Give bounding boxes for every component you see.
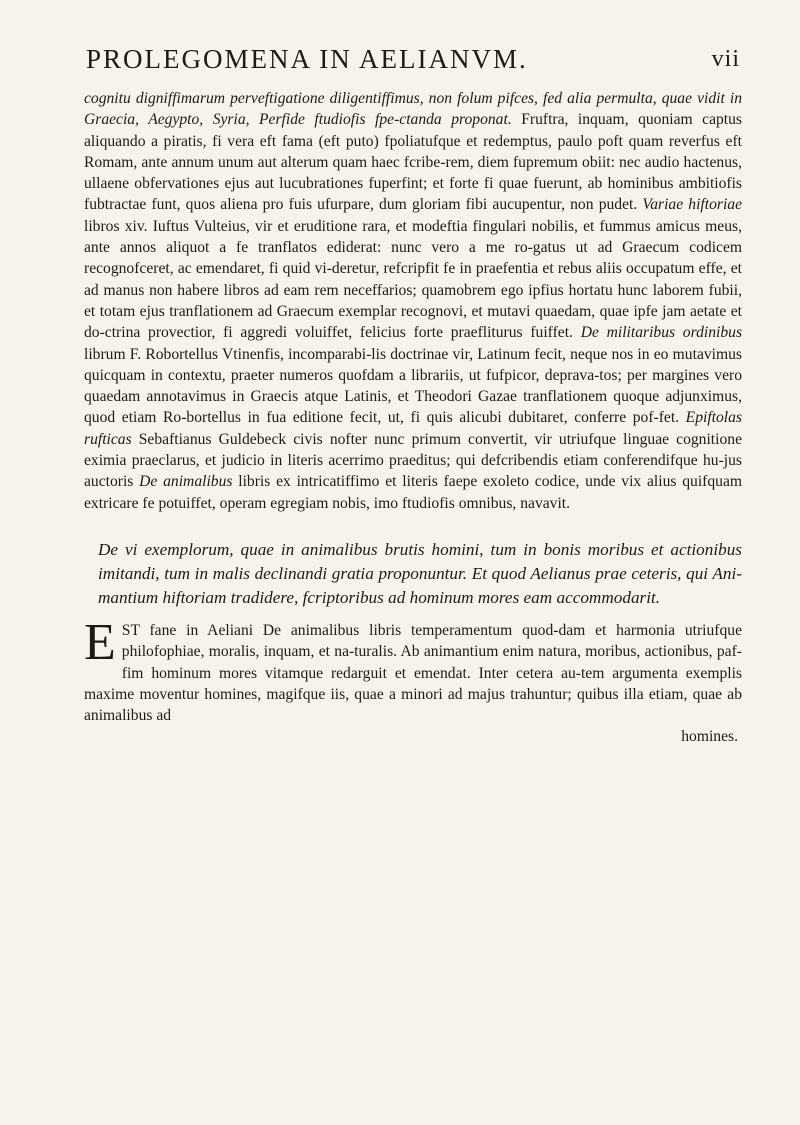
work-title: De animalibus <box>262 621 360 639</box>
text-run: libris temperamentum quod-dam et harmonia utriufque philofophiae, moralis, inquam, et na-turalis. Ab animantium enim natura, moribus, actionibus, paf-fim hominum mores vitamque redarguit et emendat. Inter cetera au-tem argumenta exemplis maxime moventur homines, magifque iis, quae a minori ad majus trahuntur; quibus illa etiam, quae ab animalibus ad <box>84 621 743 725</box>
text-run: libris ex intricatiffimo et literis faepe exoleto codice, unde vix alius quifquam extricare fe potuiffet, operam egregiam nobis, imo ftudiofis omnibus, navavit. <box>84 473 742 512</box>
catchword: homines. <box>681 728 738 746</box>
text-run: Fruftra, inquam, quoniam captus aliquando a piratis, fi vera eft fama (eft puto) fpoliatufque et redemptus, paulo poft quam reverfus eft Romam, ante annum unum aut alterum quam haec fcribe-rem, diem fupremum obiit: nec audio hactenus, ullaene obfervationes ejus aut lucubrationes fuperfint; et forte fi quae fuerunt, ab hominibus ambitiofis fubtractae funt, quos aliena pro fuis ufurpare, dum gloriam fibi aucupentur, non pudet. <box>84 111 742 214</box>
section-paragraph <box>84 613 743 747</box>
work-title: De militaribus ordinibus <box>580 324 743 342</box>
running-title: PROLEGOMENA IN AELIANVM. <box>86 44 528 74</box>
work-title: De animalibus <box>139 473 233 491</box>
paragraph-2 <box>84 613 743 726</box>
work-title: Epiftolas rufticas <box>84 409 742 448</box>
text-run: fane in Aeliani <box>139 621 263 639</box>
section-heading: De vi exemplorum, quae in animalibus brutis homini, tum in bonis moribus et actionibus imitandi, tum in malis declinandi gratia proponuntur. Et quod Aelianus prae ceteris, qui Ani-mantium hiftoriam tradidere, fcriptoribus ad hominum mores eam accommodarit. <box>98 539 742 607</box>
main-paragraph <box>84 88 742 514</box>
page-number: vii <box>711 46 740 72</box>
running-head <box>84 44 742 80</box>
text-run: libros xiv. Iuftus Vulteius, vir et eruditione rara, et modeftia fingulari nobilis, et fummus amicus meus, ante annos aliquot a fe tranflatos ediderat: nunc vero a me ro-gatus ut ad Graecum codicem recognofceret, ac emendaret, fi quid vi-deretur, refcripfit fe in praefentia et rebus aliis occupatum effe, et ad manus non habere libros ad eam rem neceffarios; quamobrem ego ipfius hortatu hunc laborem fubii, et totam ejus tranflationem ad Graecum exemplar recognovi, et mutavi quaedam, quae ipfe jam aetate et do-ctrina provectior, fi aggredi voluiffet, felicius forte praefliturus fuiffet. <box>84 217 742 342</box>
text-run: cognitu digniffimarum perveftigatione diligentiffimus, non folum pifces, fed alia permulta, quae vidit in Graecia, Aegypto, Syria, Perfide ftudiofis fpe-ctanda proponat. <box>84 90 742 129</box>
drop-cap: E <box>84 613 116 671</box>
work-title: Variae hiftoriae <box>642 196 742 214</box>
text-run: librum F. Robortellus Vtinenfis, incomparabi-lis doctrinae vir, Latinum fecit, neque nos in eo mutavimus quicquam in contextu, praeter numeros quofdam a librariis, ut fufpicor, deprava-tos; per margines vero quaedam annotavimus in Graecis atque Latinis, et Theodori Gazae tranflationem quoque adjunximus, quod etiam Ro-bortellus in fua editione fecit, ut, fi quis alicubi dubitaret, conferre pof-fet. <box>84 345 742 427</box>
text-run: Sebaftianus Guldebeck civis nofter nunc primum convertit, vir utriufque linguae cognitione eximia praeclarus, et judicio in literis acerrimo praeditus; qui defcribendis etiam conferendifque hu-jus auctoris <box>84 430 742 491</box>
paragraph-1 <box>84 88 742 514</box>
lead-in: ST <box>121 621 140 639</box>
